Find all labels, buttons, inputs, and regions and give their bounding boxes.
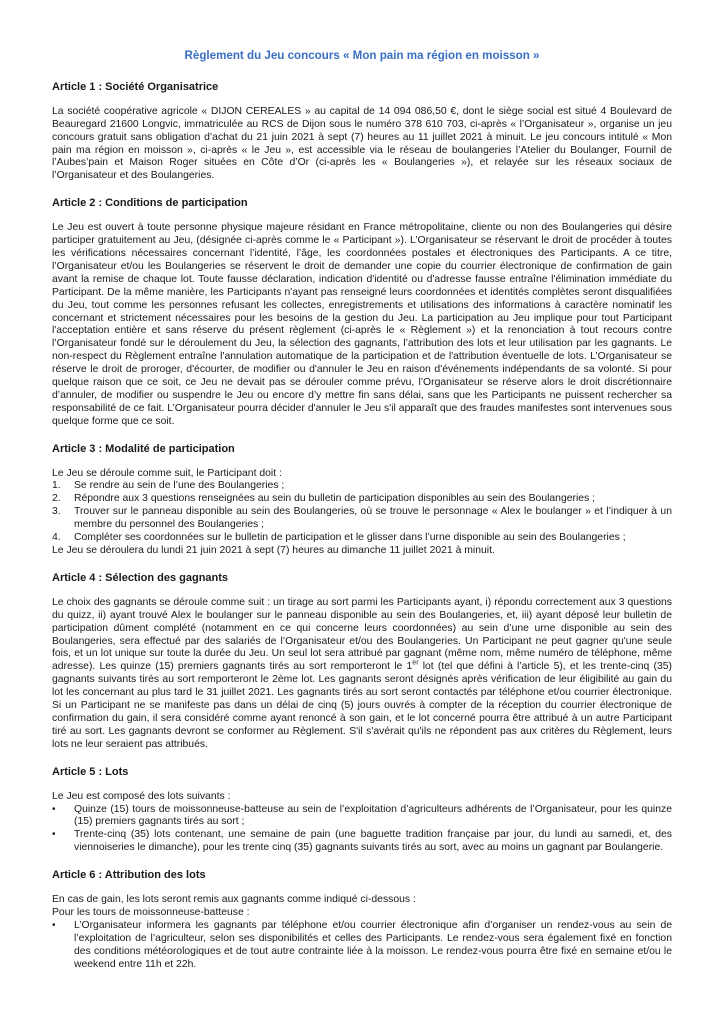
list-number: 3. — [52, 506, 61, 518]
list-item — [52, 532, 672, 545]
list-text: Répondre aux 3 questions renseignées au sein du bulletin de participation disponibles au sein des Boulangeries ; — [74, 493, 596, 505]
article-4-text-part-2: lot (tel que défini à l’article 5), et les trente-cinq (35) gagnants suivants tirés au sort remporteront le 2ème lot. Les gagnants seront désignés après vérification de leur éligibilité au gain du lot les concernant au plus tard le 31 juillet 2021. Les gagnants tirés au sort seront contactés par téléphone et/ou courrier électronique. Si un Participant ne se manifeste pas dans un délai de cinq (5) jours ouvrés à compter de la réception du courrier électronique de confirmation du gain, il sera considéré comme ayant renoncé à son gain, et le lot concerné pourra être attribué à un autre Participant tiré au sort. Les gagnants devront se conformer au Règlement. S'il s'avérait qu'ils ne répondent pas aux critères du Règlement, leurs lots ne leur seraient pas attribués. — [52, 661, 672, 750]
article-3-steps-list — [52, 480, 672, 545]
article-4-paragraph — [52, 597, 672, 752]
list-number: 4. — [52, 532, 61, 544]
bullet-icon: • — [52, 919, 56, 931]
article-4-text-part-1: Le choix des gagnants se déroule comme suit : un tirage au sort parmi les Participants ayant, i) répondu correctement aux 3 questions du quizz, ii) ayant trouvé Alex le boulanger sur le panneau disponible au sein des Boulangeries, et, iii) ayant déposé leur bulletin de participation dûment complété (notamment en ce qui concerne leurs coordonnées) au sein d’une urne disponible au sein des Boulangeries, sera effectué par des salariés de l’Organisateur et/ou des Boulangeries. Un Participant ne peut gagner qu'une seule fois, et un lot unique sur toute la durée du Jeu. Un seul lot sera attribué par gagnant (même nom, même numéro de téléphone, même adresse). Les quinze (15) premiers gagnants tirés au sort remporteront le 1 — [52, 596, 672, 673]
list-number: 1. — [52, 480, 61, 492]
article-6-list — [52, 920, 672, 972]
list-text: Quinze (15) tours de moissonneuse-batteuse au sein de l’exploitation d’agriculteurs adhérents de l’Organisateur, pour les quinze (15) premiers gagnants tirés au sort ; — [74, 803, 672, 828]
ordinal-superscript: er — [412, 659, 419, 667]
list-text: Se rendre au sein de l’une des Boulangeries ; — [74, 480, 285, 492]
article-2-heading: Article 2 : Conditions de participation — [52, 197, 248, 210]
list-text: Trente-cinq (35) lots contenant, une semaine de pain (une baguette tradition française par jour, du lundi au samedi, et, des viennoiseries le dimanche), pour les trente cinq (35) gagnants suivants tirés au sort, avec au moins un gagnant par Boulangerie. — [74, 829, 672, 854]
list-item — [52, 804, 672, 830]
article-5-intro: Le Jeu est composé des lots suivants : — [52, 790, 231, 802]
article-6-intro: En cas de gain, les lots seront remis aux gagnants comme indiqué ci-dessous : — [52, 894, 416, 906]
list-item — [52, 506, 672, 532]
article-4-heading: Article 4 : Sélection des gagnants — [52, 571, 229, 584]
bullet-icon: • — [52, 829, 56, 841]
list-text: Trouver sur le panneau disponible au sein des Boulangeries, où se trouve le personnage « Alex le boulanger » et l’indiquer à un membre du personnel des Boulangeries ; — [74, 506, 672, 531]
article-3-intro: Le Jeu se déroule comme suit, le Participant doit : — [52, 467, 282, 479]
list-text: Compléter ses coordonnées sur le bulletin de participation et le glisser dans l’urne disponible au sein des Boulangeries ; — [74, 532, 626, 544]
article-6-subintro: Pour les tours de moissonneuse-batteuse : — [52, 906, 250, 918]
list-item — [52, 480, 672, 493]
article-2-paragraph: Le Jeu est ouvert à toute personne physique majeure résidant en France métropolitaine, cliente ou non des Boulangeries qui désire participer gratuitement au Jeu, (désignée ci-après comme le « Participant »). L’Organisateur se réservant le droit de procéder à toutes les vérifications nécessaires concernant l’identité, l’âge, les coordonnées postales et électroniques des Participants. A ce titre, l’Organisateur et/ou les Boulangeries se réservent le droit de demander une copie du courrier électronique de confirmation de gain avant la remise de chaque lot. Toute fausse déclaration, indication d'identité ou d'adresse fausse entraîne l'élimination immédiate du Participant. De la même manière, les Participants n'ayant pas renseigné leurs coordonnées et identités complètes seront disqualifiées du Jeu, tout comme les personnes refusant les collectes, enregistrements et utilisations des informations à caractère nominatif les concernant et strictement nécessaires pour les besoins de la gestion du Jeu. La participation au Jeu implique pour tout Participant l'acceptation entière et sans réserve du présent règlement (ci-après le « Règlement ») et la renonciation à tout recours contre l’Organisateur fondé sur le déroulement du Jeu, la sélection des gagnants, l’attribution des lots et leur utilisation par les gagnants. Le non-respect du Règlement entraîne l'annulation automatique de la participation et de l'attribution éventuelle de lots. L’Organisateur se réserve le droit de proroger, d'écourter, de modifier ou d'annuler le Jeu en raison d'événements indépendants de sa volonté. Si pour quelque raison que ce soit, ce Jeu ne devait pas se dérouler comme prévu, l’Organisateur se réserve alors le droit discrétionnaire d’annuler, de modifier ou suspendre le Jeu ou encore d’y mettre fin sans délai, sans que les Participants ne puissent rechercher sa responsabilité de ce fait. L’Organisateur pourra décider d'annuler le Jeu s'il apparaît que des fraudes manifestes sont intervenues sous quelque forme que ce soit. — [52, 222, 672, 427]
article-6-heading: Article 6 : Attribution des lots — [52, 869, 206, 882]
article-5-lots-list — [52, 804, 672, 856]
document-title: Règlement du Jeu concours « Mon pain ma région en moisson » — [184, 49, 540, 62]
list-number: 2. — [52, 493, 61, 505]
article-1-paragraph: La société coopérative agricole « DIJON CEREALES » au capital de 14 094 086,50 €, dont le siège social est situé 4 Boulevard de Beauregard 21600 Longvic, immatriculée au RCS de Dijon sous le numéro 378 610 703, ci-après « l’Organisateur », organise un jeu concours gratuit sans obligation d’achat du 21 juin 2021 à sept (7) heures au 11 juillet 2021 à minuit. Le jeu concours intitulé « Mon pain ma région en moisson », ci-après « le Jeu », est accessible via le réseau de boulangeries l’Atelier du Boulanger, Fournil de l’Aubes’pain et Maison Roger situées en Côte d’Or (ci-après les « Boulangeries »), et relayée sur les réseaux sociaux de l’Organisateur et des Boulangeries. — [52, 105, 672, 182]
list-item — [52, 829, 672, 855]
article-3-heading: Article 3 : Modalité de participation — [52, 442, 235, 455]
bullet-icon: • — [52, 803, 56, 815]
article-1-heading: Article 1 : Société Organisatrice — [52, 80, 219, 93]
list-item — [52, 493, 672, 506]
article-3-outro: Le Jeu se déroulera du lundi 21 juin 2021 à sept (7) heures au dimanche 11 juillet 2021 à minuit. — [52, 545, 495, 556]
article-5-heading: Article 5 : Lots — [52, 765, 129, 778]
list-item — [52, 920, 672, 972]
list-text: L’Organisateur informera les gagnants par téléphone et/ou courrier électronique afin d’organiser un rendez-vous au sein de l’exploitation de l’agriculteur, selon ses disponibilités et celles des Participants. Le rendez-vous sera également fixé en fonction des conditions météorologiques et de tout autre contrainte liée à la moisson. Le rendez-vous pourra être fixé en semaine et/ou le weekend entre 11h et 22h. — [74, 919, 672, 970]
